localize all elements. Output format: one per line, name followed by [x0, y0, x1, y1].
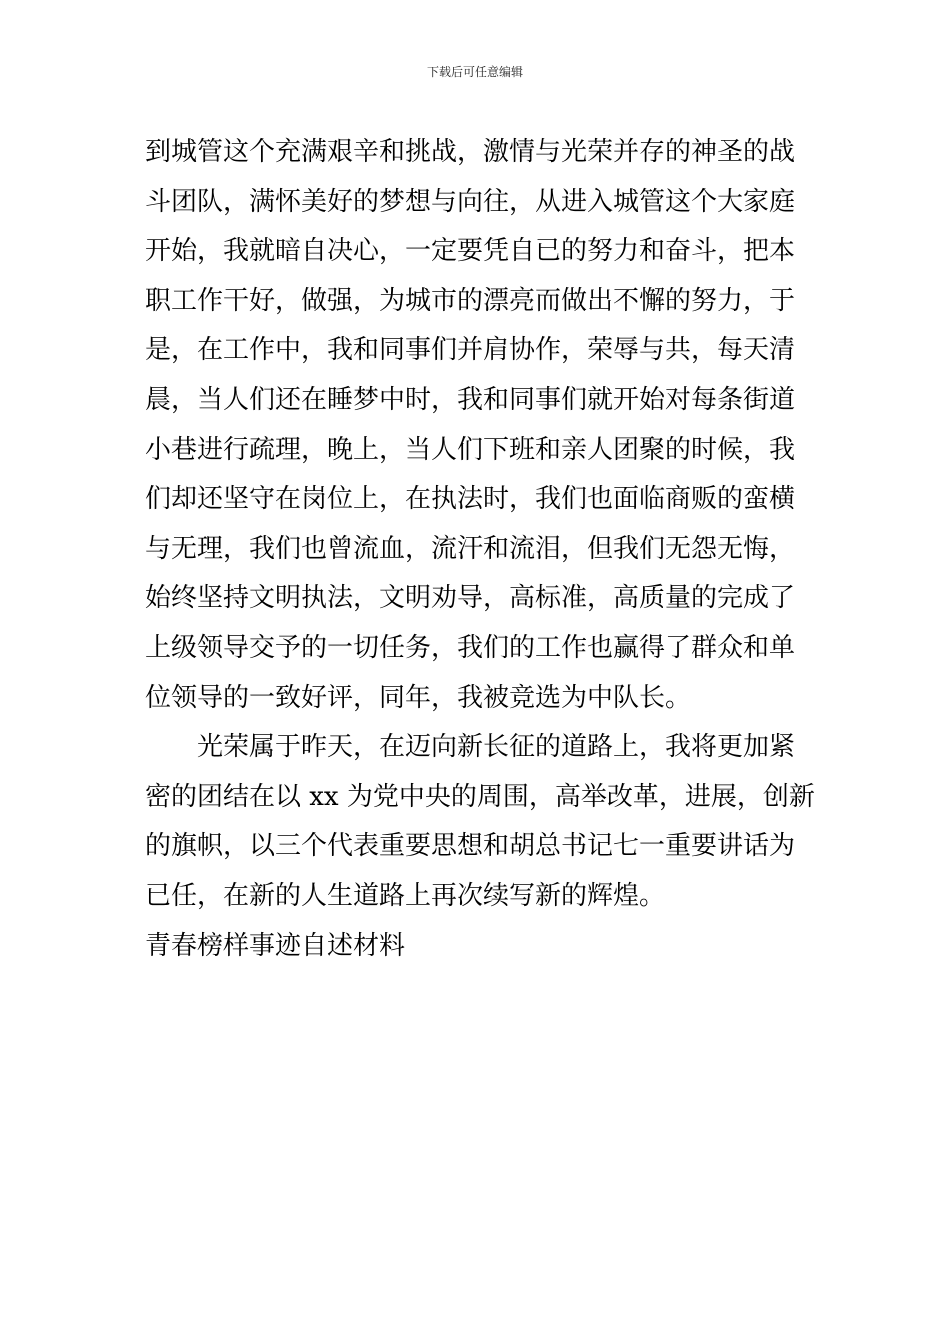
- paragraph-1-line-6: 晨，当人们还在睡梦中时，我和同事们就开始对每条街道: [145, 384, 796, 415]
- paragraph-1-line-2: 斗团队，满怀美好的梦想与向往，从进入城管这个大家庭: [145, 186, 796, 217]
- paragraph-1-line-11: 上级领导交予的一切任务，我们的工作也赢得了群众和单: [145, 632, 796, 663]
- paragraph-1-line-1: 到城管这个充满艰辛和挑战，激情与光荣并存的神圣的战: [145, 137, 796, 167]
- paragraph-2-line-3: 的旗帜，以三个代表重要思想和胡总书记七一重要讲话为: [145, 831, 796, 862]
- paragraph-2-line-2: 密的团结在以 xx 为党中央的周围，高举改革，进展，创新: [145, 781, 815, 812]
- paragraph-1-line-12: 位领导的一致好评，同年，我被竞选为中队长。: [145, 682, 692, 713]
- paragraph-1-line-10: 始终坚持文明执法，文明劝导，高标准，高质量的完成了: [145, 583, 796, 614]
- paragraph-2-line-1: 光荣属于昨天，在迈向新长征的道路上，我将更加紧: [197, 732, 796, 763]
- header-note: 下载后可任意编辑: [426, 65, 523, 79]
- paragraph-1-line-5: 是，在工作中，我和同事们并肩协作，荣辱与共，每天清: [145, 335, 796, 366]
- paragraph-1-line-9: 与无理，我们也曾流血，流汗和流泪，但我们无怨无悔，: [145, 533, 796, 564]
- paragraph-2-line-4: 已任，在新的人生道路上再次续写新的辉煌。: [145, 880, 666, 911]
- paragraph-1-line-8: 们却还坚守在岗位上，在执法时，我们也面临商贩的蛮横: [145, 484, 796, 515]
- document-body: [145, 128, 815, 971]
- paragraph-1-line-4: 职工作干好，做强，为城市的漂亮而做出不懈的努力，于: [145, 285, 796, 316]
- paragraph-1-line-7: 小巷进行疏理，晚上，当人们下班和亲人团聚的时候，我: [145, 434, 796, 465]
- paragraph-1-line-3: 开始，我就暗自决心，一定要凭自已的努力和奋斗，把本: [145, 236, 796, 267]
- closing-title: 青春榜样事迹自述材料: [145, 930, 406, 961]
